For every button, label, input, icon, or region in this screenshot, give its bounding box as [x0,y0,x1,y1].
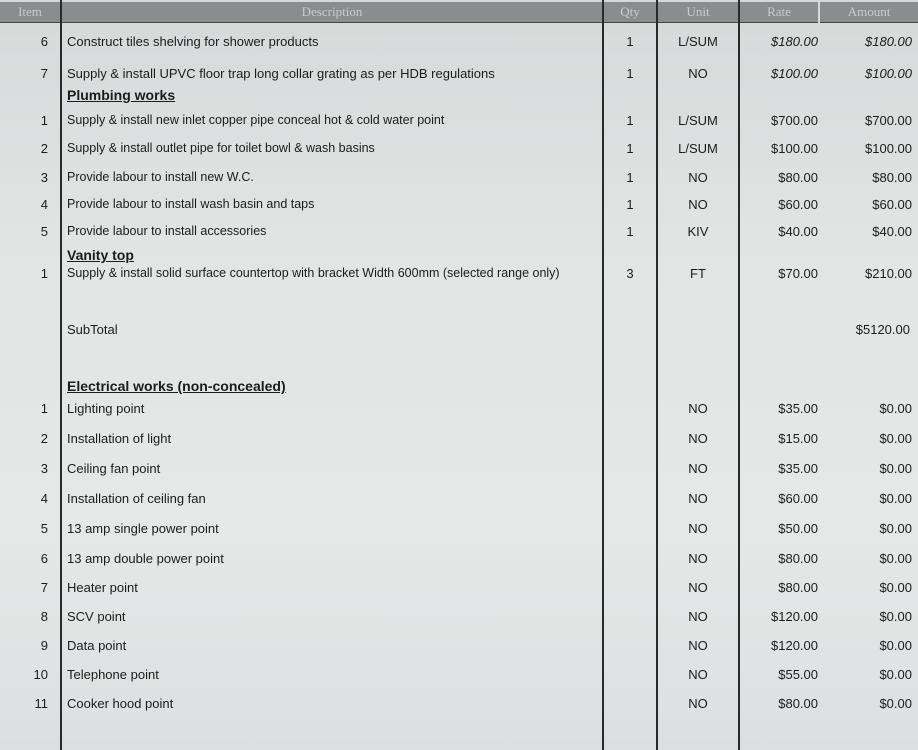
item-number: 1 [40,401,48,416]
item-description: SCV point [67,609,126,624]
item-number: 6 [40,551,48,566]
item-rate: $40.00 [778,224,818,239]
item-number: 3 [40,461,48,476]
item-number: 6 [40,34,48,49]
item-qty: 1 [626,66,634,81]
item-rate: $15.00 [778,431,818,446]
line-item-row [0,224,918,244]
item-rate: $120.00 [771,638,818,653]
item-amount: $0.00 [879,491,912,506]
item-unit: NO [688,170,708,185]
item-amount: $40.00 [872,224,912,239]
header-item: Item [0,2,60,23]
line-item-row [0,491,918,511]
subtotal-row [0,322,918,342]
item-amount: $0.00 [879,609,912,624]
item-amount: $0.00 [879,638,912,653]
item-unit: NO [688,521,708,536]
item-description: Construct tiles shelving for shower products [67,34,319,49]
item-amount: $60.00 [872,197,912,212]
line-item-row [0,638,918,658]
item-amount: $100.00 [865,141,912,156]
line-item-row [0,431,918,451]
item-amount: $210.00 [865,266,912,281]
line-item-row [0,609,918,629]
item-qty: 1 [626,197,634,212]
item-number: 4 [40,491,48,506]
header-amount: Amount [820,2,918,23]
item-unit: NO [688,696,708,711]
item-amount: $0.00 [879,667,912,682]
item-rate: $80.00 [778,580,818,595]
item-unit: NO [688,667,708,682]
item-amount: $0.00 [879,551,912,566]
subtotal-label: SubTotal [67,322,118,337]
item-description: Supply & install new inlet copper pipe conceal hot & cold water point [67,113,445,127]
item-number: 9 [40,638,48,653]
item-description: Ceiling fan point [67,461,161,476]
item-unit: NO [688,431,708,446]
line-item-row [0,696,918,716]
item-number: 1 [40,113,48,128]
item-number: 7 [40,580,48,595]
item-description: Lighting point [67,401,145,416]
item-unit: L/SUM [678,34,718,49]
item-number: 7 [40,66,48,81]
line-item-row [0,551,918,571]
line-item-row [0,401,918,421]
item-number: 5 [40,521,48,536]
header-qty: Qty [604,2,656,23]
item-unit: NO [688,461,708,476]
item-number: 2 [40,431,48,446]
item-rate: $80.00 [778,170,818,185]
item-rate: $180.00 [771,34,818,49]
item-description: Cooker hood point [67,696,174,711]
line-item-row [0,521,918,541]
item-description: Provide labour to install new W.C. [67,170,254,184]
item-unit: L/SUM [678,113,718,128]
item-description: Installation of ceiling fan [67,491,206,506]
item-unit: NO [688,66,708,81]
item-qty: 1 [626,224,634,239]
line-item-row [0,266,918,286]
item-amount: $100.00 [865,66,912,81]
item-number: 5 [40,224,48,239]
item-description: Telephone point [67,667,159,682]
item-number: 10 [33,667,48,682]
section-heading-row [0,380,918,400]
line-item-row [0,197,918,217]
item-description: Provide labour to install accessories [67,224,267,238]
item-rate: $700.00 [771,113,818,128]
item-number: 2 [40,141,48,156]
header-unit: Unit [658,2,738,23]
item-rate: $55.00 [778,667,818,682]
section-heading-row [0,89,918,109]
item-description: Supply & install solid surface countertop with bracket Width 600mm (selected range only) [67,266,560,280]
item-rate: $120.00 [771,609,818,624]
item-amount: $180.00 [865,34,912,49]
item-rate: $80.00 [778,696,818,711]
item-qty: 1 [626,113,634,128]
item-description: Supply & install outlet pipe for toilet bowl & wash basins [67,141,375,155]
item-description: Heater point [67,580,138,595]
line-item-row [0,461,918,481]
item-unit: KIV [687,224,709,239]
item-description: Provide labour to install wash basin and taps [67,197,315,211]
item-amount: $0.00 [879,580,912,595]
item-rate: $35.00 [778,461,818,476]
item-unit: NO [688,491,708,506]
line-item-row [0,113,918,133]
line-item-row [0,34,918,54]
item-description: Data point [67,638,127,653]
header-description: Description [62,2,602,23]
item-rate: $80.00 [778,551,818,566]
section-heading: Electrical works (non-concealed) [67,378,286,394]
item-number: 11 [34,696,48,711]
item-rate: $60.00 [778,491,818,506]
item-rate: $100.00 [771,141,818,156]
item-number: 8 [40,609,48,624]
section-heading: Vanity top [67,247,134,263]
item-amount: $0.00 [879,431,912,446]
item-qty: 3 [626,266,634,281]
item-rate: $35.00 [778,401,818,416]
line-item-row [0,141,918,161]
item-description: Installation of light [67,431,172,446]
item-unit: NO [688,609,708,624]
item-description: Supply & install UPVC floor trap long collar grating as per HDB regulations [67,66,495,81]
item-amount: $700.00 [865,113,912,128]
item-rate: $60.00 [778,197,818,212]
item-unit: L/SUM [678,141,718,156]
item-amount: $0.00 [879,696,912,711]
item-unit: NO [688,638,708,653]
item-unit: NO [688,580,708,595]
item-unit: NO [688,401,708,416]
section-heading: Plumbing works [67,87,176,103]
item-unit: FT [690,266,706,281]
line-item-row [0,66,918,86]
item-rate: $50.00 [778,521,818,536]
item-amount: $0.00 [879,521,912,536]
item-unit: NO [688,551,708,566]
item-qty: 1 [626,141,634,156]
item-number: 3 [40,170,48,185]
item-qty: 1 [626,170,634,185]
header-rate: Rate [740,2,818,23]
line-item-row [0,667,918,687]
subtotal-amount: $5120.00 [855,322,910,337]
item-description: 13 amp double power point [67,551,224,566]
item-amount: $0.00 [879,401,912,416]
item-unit: NO [688,197,708,212]
line-item-row [0,170,918,190]
item-number: 1 [40,266,48,281]
line-item-row [0,580,918,600]
item-number: 4 [40,197,48,212]
item-amount: $80.00 [872,170,912,185]
item-qty: 1 [626,34,634,49]
item-description: 13 amp single power point [67,521,219,536]
item-amount: $0.00 [879,461,912,476]
item-rate: $100.00 [771,66,818,81]
item-rate: $70.00 [778,266,818,281]
